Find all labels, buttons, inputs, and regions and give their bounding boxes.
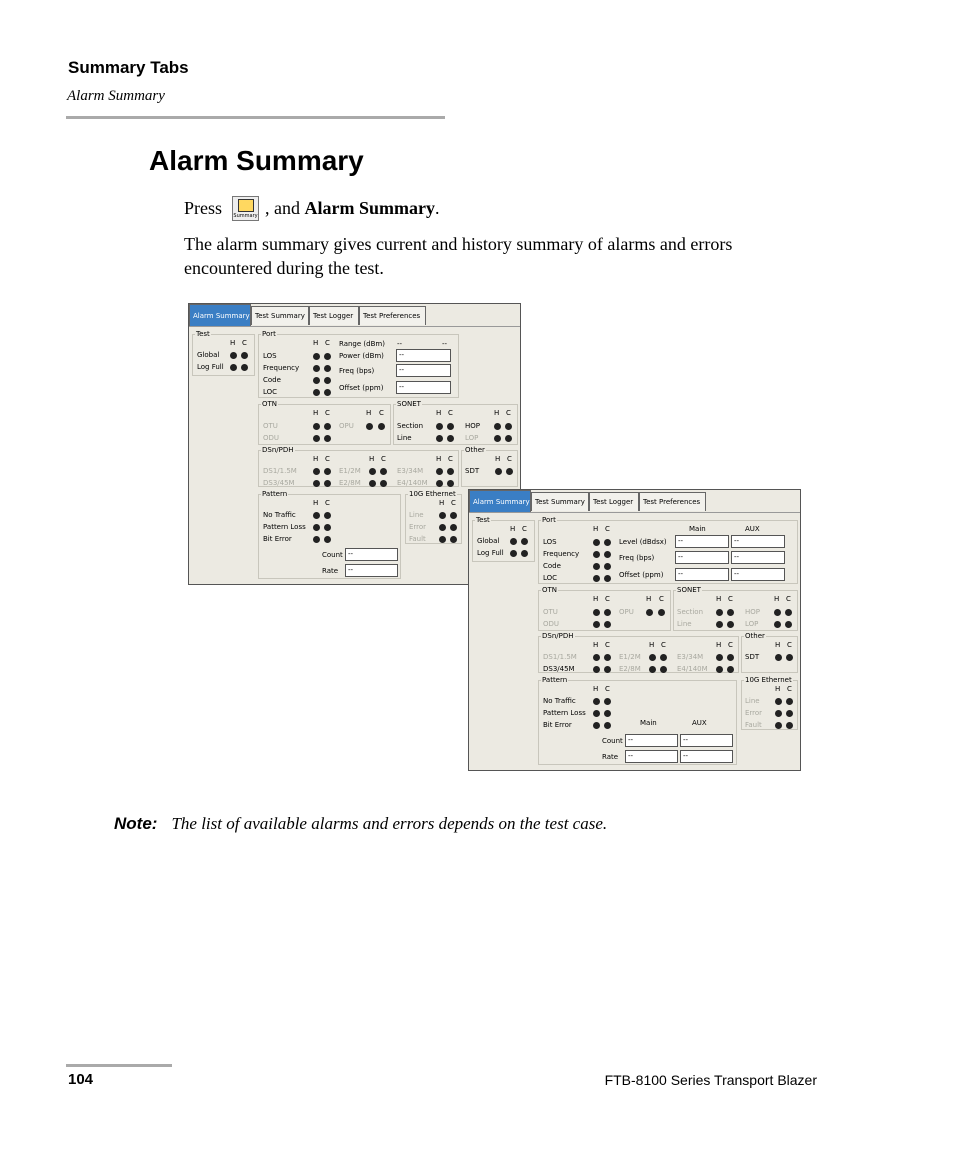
c-label: C [605,525,610,533]
eth-line-c-led [786,698,793,705]
power-label: Power (dBm) [339,352,384,360]
h-label: H [510,525,516,533]
rate-field: -- [345,564,398,577]
opu-c-led [658,609,665,616]
alarm-summary-screenshot-2 [468,489,801,771]
c-label: C [448,409,453,417]
level-label: Level (dBdsx) [619,538,667,546]
frequency-h-led [593,551,600,558]
loc-label: LOC [263,388,278,396]
h-label: H [646,595,652,603]
sonet-group [393,400,518,445]
c-label: C [448,455,453,463]
e3-c-led [727,654,734,661]
range-min: -- [397,340,403,348]
ds3-c-led [604,666,611,673]
e3-h-led [716,654,723,661]
odu-h-led [593,621,600,628]
freq-label: Freq (bps) [619,554,655,562]
line-h-led [436,435,443,442]
ds3-label: DS3/45M [263,479,295,487]
eth-line-label: Line [745,697,760,705]
line-c-led [727,621,734,628]
count-main-field: -- [625,734,678,747]
ds1-h-led [593,654,600,661]
range-label: Range (dBm) [339,340,385,348]
odu-c-led [604,621,611,628]
tab-test-summary[interactable]: Test Summary [531,492,589,511]
frequency-c-led [324,365,331,372]
odu-label: ODU [543,620,560,628]
h-label: H [716,641,722,649]
e1-c-led [380,468,387,475]
hop-h-led [494,423,501,430]
h-label: H [716,595,722,603]
count-label: Count [602,737,623,745]
running-header-subsection: Alarm Summary [67,88,165,104]
e2-c-led [660,666,667,673]
frequency-c-led [604,551,611,558]
h-label: H [593,525,599,533]
c-label: C [325,409,330,417]
odu-c-led [324,435,331,442]
note-text: The list of available alarms and errors depends on the test case. [171,814,608,833]
los-c-led [324,353,331,360]
otu-h-led [593,609,600,616]
ds1-c-led [324,468,331,475]
loc-c-led [604,575,611,582]
rate-label: Rate [602,753,619,761]
pattern-group [538,676,737,765]
line-label: Line [677,620,692,628]
log-full-c-led [521,550,528,557]
section-h-led [436,423,443,430]
press-after: . [435,198,440,218]
otn-group-title: OTN [262,400,278,408]
lop-label: LOP [465,434,479,442]
press-bold: Alarm Summary [304,198,435,218]
h-label: H [439,499,445,507]
press-middle: , and [265,198,301,218]
c-label: C [451,499,456,507]
h-label: H [313,499,319,507]
h-label: H [774,595,780,603]
sonet-group [673,586,798,631]
press-text: Press [184,198,223,218]
lop-h-led [774,621,781,628]
tab-alarm-summary[interactable]: Alarm Summary [469,490,531,512]
c-label: C [787,641,792,649]
bit-error-label: Bit Error [263,535,292,543]
odu-h-led [313,435,320,442]
bit-error-h-led [313,536,320,543]
hop-label: HOP [465,422,480,430]
sonet-group-title: SONET [397,400,421,408]
product-name: FTB-8100 Series Transport Blazer [604,1072,817,1088]
c-label: C [242,339,247,347]
global-c-led [241,352,248,359]
loc-label: LOC [543,574,558,582]
h-label: H [313,409,319,417]
range-max: -- [442,340,448,348]
rate-aux-field: -- [680,750,733,763]
other-group-title: Other [465,446,485,454]
page-title: Alarm Summary [149,145,364,176]
c-label: C [325,339,330,347]
code-c-led [604,563,611,570]
ds1-label: DS1/1.5M [543,653,577,661]
pattern-loss-h-led [313,524,320,531]
freq-label: Freq (bps) [339,367,375,375]
e4-h-led [436,480,443,487]
test-group [472,516,535,562]
otu-h-led [313,423,320,430]
no-traffic-c-led [324,512,331,519]
global-label: Global [197,351,220,359]
global-label: Global [477,537,500,545]
h-label: H [649,641,655,649]
global-h-led [510,538,517,545]
offset-field: -- [396,381,451,394]
hop-c-led [505,423,512,430]
h-label: H [593,685,599,693]
tab-alarm-summary[interactable]: Alarm Summary [189,304,251,326]
sdt-c-led [786,654,793,661]
h-label: H [313,339,319,347]
sdt-h-led [495,468,502,475]
code-c-led [324,377,331,384]
frequency-h-led [313,365,320,372]
no-traffic-label: No Traffic [543,697,576,705]
eth-fault-h-led [439,536,446,543]
h-label: H [436,409,442,417]
offset-label: Offset (ppm) [619,571,664,579]
code-h-led [593,563,600,570]
code-h-led [313,377,320,384]
test-group-title: Test [476,516,490,524]
sdt-label: SDT [745,653,760,661]
e4-h-led [716,666,723,673]
eth-line-c-led [450,512,457,519]
bit-error-label: Bit Error [543,721,572,729]
e3-h-led [436,468,443,475]
h-label: H [593,641,599,649]
code-label: Code [263,376,281,384]
page-number: 104 [68,1071,94,1088]
ds3-h-led [593,666,600,673]
h-label: H [369,455,375,463]
eth-fault-c-led [450,536,457,543]
port-group-title: Port [262,330,276,338]
opu-c-led [378,423,385,430]
los-h-led [593,539,600,546]
test-group [192,330,255,376]
lop-c-led [505,435,512,442]
log-full-h-led [510,550,517,557]
tab-test-summary[interactable]: Test Summary [251,306,309,325]
opu-h-led [646,609,653,616]
sdt-c-led [506,468,513,475]
e2-c-led [380,480,387,487]
ethernet-group [741,676,798,730]
lop-label: LOP [745,620,759,628]
e2-label: E2/8M [339,479,361,487]
pattern-loss-c-led [324,524,331,531]
no-traffic-c-led [604,698,611,705]
eth-fault-h-led [775,722,782,729]
otu-label: OTU [263,422,278,430]
dsn-group [538,632,739,673]
freq-main-field: -- [675,551,729,564]
e2-h-led [649,666,656,673]
eth-error-label: Error [409,523,427,531]
otn-group [258,400,391,445]
ethernet-group-title: 10G Ethernet [409,490,456,498]
no-traffic-h-led [313,512,320,519]
loc-h-led [313,389,320,396]
ds1-c-led [604,654,611,661]
pattern-group-title: Pattern [542,676,568,684]
line-h-led [716,621,723,628]
h-label: H [495,455,501,463]
eth-fault-label: Fault [409,535,426,543]
h-label: H [313,455,319,463]
opu-label: OPU [339,422,354,430]
e4-c-led [727,666,734,673]
tab-test-logger[interactable]: Test Logger [309,306,359,325]
section-label: Section [397,422,424,430]
los-h-led [313,353,320,360]
test-group-title: Test [196,330,210,338]
tab-test-preferences[interactable]: Test Preferences [639,492,706,511]
log-full-label: Log Full [477,549,504,557]
global-h-led [230,352,237,359]
h-label: H [230,339,236,347]
c-label: C [728,641,733,649]
dsn-group [258,446,459,487]
e4-c-led [447,480,454,487]
eth-line-h-led [439,512,446,519]
otu-c-led [324,423,331,430]
sdt-label: SDT [465,467,480,475]
offset-main-field: -- [675,568,729,581]
dsn-group-title: DSn/PDH [262,446,294,454]
bit-error-h-led [593,722,600,729]
e4-label: E4/140M [397,479,428,487]
c-label: C [605,685,610,693]
pattern-loss-c-led [604,710,611,717]
sdt-h-led [775,654,782,661]
offset-label: Offset (ppm) [339,384,384,392]
c-label: C [661,641,666,649]
ethernet-group-title: 10G Ethernet [745,676,792,684]
section-c-led [447,423,454,430]
c-label: C [381,455,386,463]
eth-error-c-led [786,710,793,717]
eth-error-h-led [775,710,782,717]
c-label: C [605,641,610,649]
e4-label: E4/140M [677,665,708,673]
tab-test-logger[interactable]: Test Logger [589,492,639,511]
other-group-title: Other [745,632,765,640]
aux-column-label: AUX [745,525,760,533]
sonet-group-title: SONET [677,586,701,594]
ds3-h-led [313,480,320,487]
hop-label: HOP [745,608,760,616]
h-label: H [775,685,781,693]
frequency-label: Frequency [543,550,580,558]
eth-fault-c-led [786,722,793,729]
h-label: H [366,409,372,417]
aux-column-label: AUX [692,719,707,727]
h-label: H [593,595,599,603]
e1-h-led [649,654,656,661]
pattern-loss-label: Pattern Loss [263,523,306,531]
tab-bar [469,490,800,513]
e2-label: E2/8M [619,665,641,673]
footer-rule [66,1064,172,1067]
tab-test-preferences[interactable]: Test Preferences [359,306,426,325]
c-label: C [325,455,330,463]
eth-fault-label: Fault [745,721,762,729]
pattern-loss-label: Pattern Loss [543,709,586,717]
hop-c-led [785,609,792,616]
offset-aux-field: -- [731,568,785,581]
otu-label: OTU [543,608,558,616]
lop-c-led [785,621,792,628]
note [114,814,607,834]
pattern-group [258,490,401,579]
e1-h-led [369,468,376,475]
otn-group [538,586,671,631]
global-c-led [521,538,528,545]
main-column-label: Main [640,719,657,727]
bit-error-c-led [604,722,611,729]
pattern-group-title: Pattern [262,490,288,498]
port-group [258,330,459,398]
description-paragraph: The alarm summary gives current and history summary of alarms and errors encountered during the test. [184,234,733,278]
los-label: LOS [263,352,277,360]
no-traffic-label: No Traffic [263,511,296,519]
ds1-label: DS1/1.5M [263,467,297,475]
otu-c-led [604,609,611,616]
main-column-label: Main [689,525,706,533]
log-full-label: Log Full [197,363,224,371]
press-instruction [184,196,440,221]
c-label: C [507,455,512,463]
eth-error-c-led [450,524,457,531]
no-traffic-h-led [593,698,600,705]
c-label: C [522,525,527,533]
level-aux-field: -- [731,535,785,548]
summary-button-icon [232,196,259,221]
opu-label: OPU [619,608,634,616]
header-rule [66,116,445,119]
opu-h-led [366,423,373,430]
e1-label: E1/2M [339,467,361,475]
e1-c-led [660,654,667,661]
eth-line-label: Line [409,511,424,519]
h-label: H [494,409,500,417]
power-field: -- [396,349,451,362]
rate-label: Rate [322,567,339,575]
lop-h-led [494,435,501,442]
other-group [741,632,798,673]
e3-label: E3/34M [677,653,704,661]
los-label: LOS [543,538,557,546]
tab-bar [189,304,520,327]
c-label: C [787,685,792,693]
ds3-label: DS3/45M [543,665,575,673]
count-field: -- [345,548,398,561]
otn-group-title: OTN [542,586,558,594]
log-full-h-led [230,364,237,371]
c-label: C [786,595,791,603]
ds1-h-led [313,468,320,475]
freq-field: -- [396,364,451,377]
port-group [538,516,798,584]
e3-c-led [447,468,454,475]
ethernet-group [405,490,462,544]
h-label: H [436,455,442,463]
other-group [461,446,518,487]
section-h-led [716,609,723,616]
c-label: C [506,409,511,417]
summary-grid-icon [238,199,254,212]
port-group-title: Port [542,516,556,524]
count-label: Count [322,551,343,559]
c-label: C [325,499,330,507]
odu-label: ODU [263,434,280,442]
running-header-section: Summary Tabs [68,58,189,77]
los-c-led [604,539,611,546]
freq-aux-field: -- [731,551,785,564]
ds3-c-led [324,480,331,487]
line-c-led [447,435,454,442]
log-full-c-led [241,364,248,371]
loc-h-led [593,575,600,582]
pattern-loss-h-led [593,710,600,717]
eth-error-h-led [439,524,446,531]
frequency-label: Frequency [263,364,300,372]
line-label: Line [397,434,412,442]
e1-label: E1/2M [619,653,641,661]
c-label: C [605,595,610,603]
rate-main-field: -- [625,750,678,763]
note-label: Note: [114,814,158,833]
dsn-group-title: DSn/PDH [542,632,574,640]
c-label: C [659,595,664,603]
hop-h-led [774,609,781,616]
loc-c-led [324,389,331,396]
code-label: Code [543,562,561,570]
h-label: H [775,641,781,649]
section-c-led [727,609,734,616]
e2-h-led [369,480,376,487]
e3-label: E3/34M [397,467,424,475]
c-label: C [379,409,384,417]
c-label: C [728,595,733,603]
summary-button-label: Summary [233,213,258,219]
level-main-field: -- [675,535,729,548]
count-aux-field: -- [680,734,733,747]
bit-error-c-led [324,536,331,543]
eth-error-label: Error [745,709,763,717]
eth-line-h-led [775,698,782,705]
section-label: Section [677,608,704,616]
